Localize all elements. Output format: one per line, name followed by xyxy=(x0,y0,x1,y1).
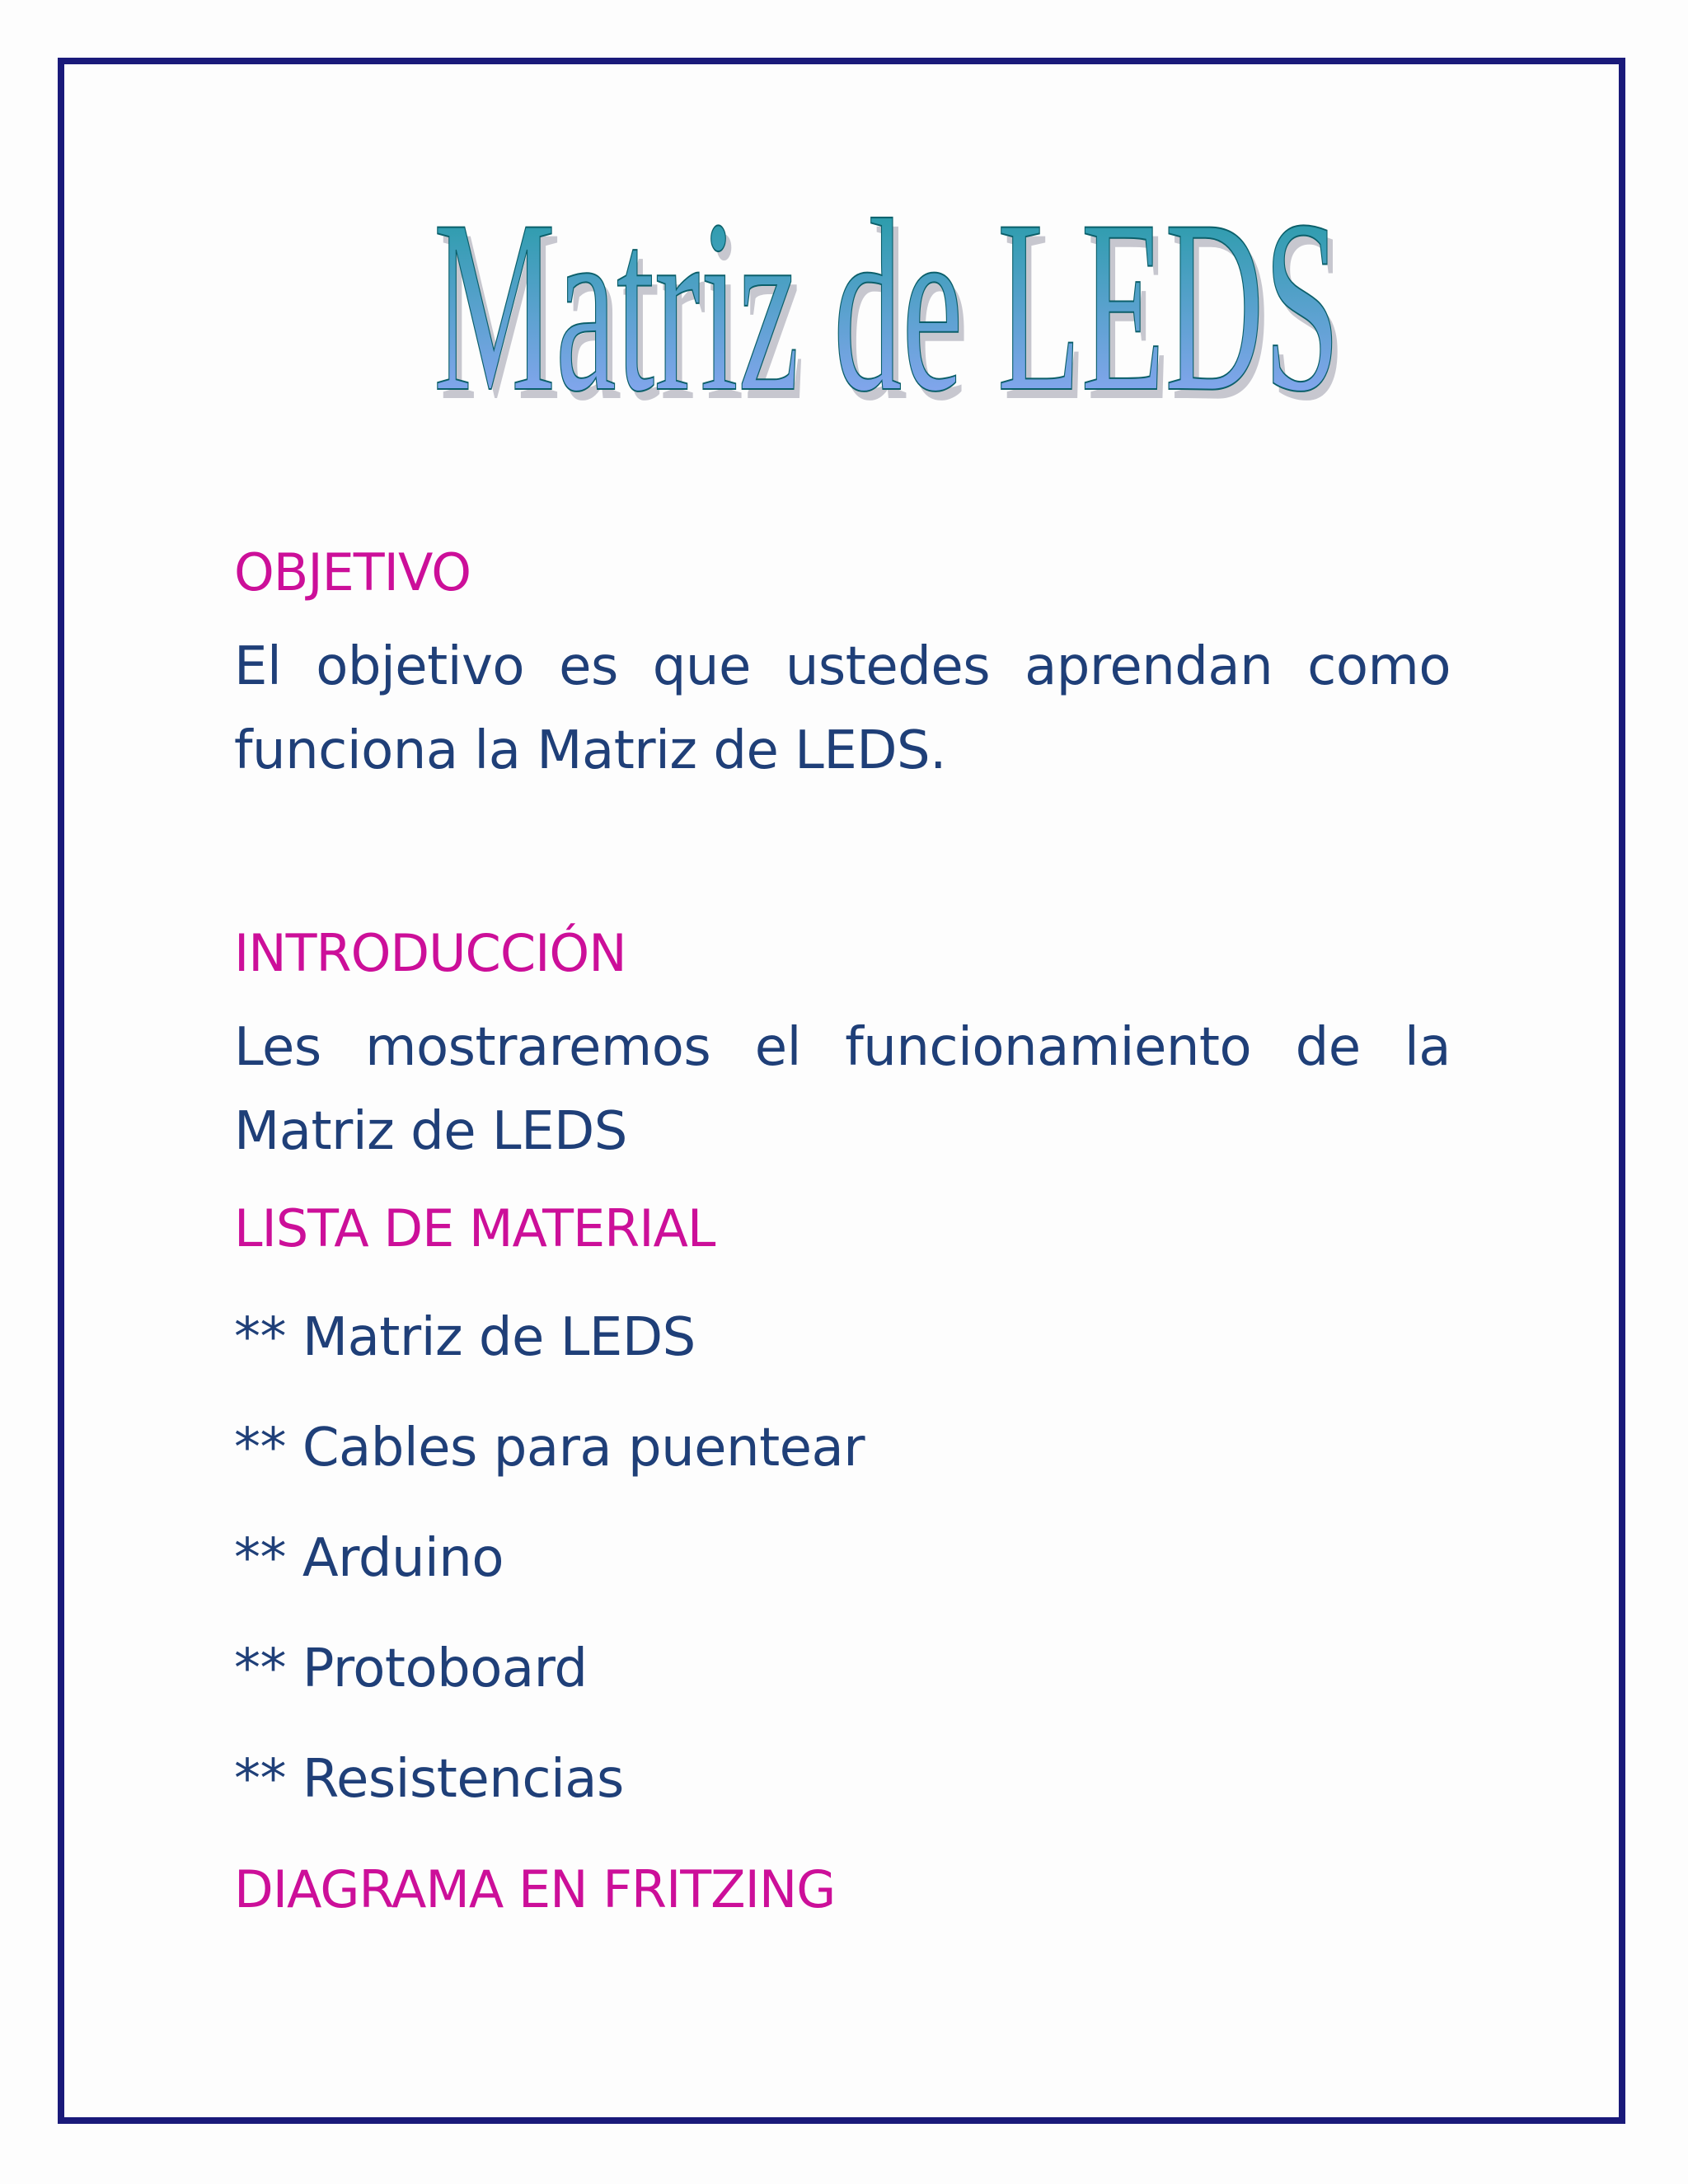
introduccion-text: Les mostraremos el funcionamiento de la Matriz de LEDS xyxy=(234,1017,1451,1162)
material-item: ** Resistencias xyxy=(234,1749,624,1810)
material-item: ** Matriz de LEDS xyxy=(234,1307,696,1368)
heading-objetivo: OBJETIVO xyxy=(234,542,471,602)
heading-diagrama: DIAGRAMA EN FRITZING xyxy=(234,1859,836,1919)
material-item: ** Cables para puentear xyxy=(234,1418,865,1479)
title-shadow: Matriz de LEDS xyxy=(439,178,1346,429)
objetivo-text: El objetivo es que ustedes aprendan como funciona la Matriz de LEDS. xyxy=(234,636,1451,781)
wordart-title xyxy=(412,148,1368,429)
heading-lista-material: LISTA DE MATERIAL xyxy=(234,1198,715,1258)
page-title: Matriz de LEDS xyxy=(434,169,1340,429)
document-content xyxy=(234,536,1451,1927)
material-item: ** Protoboard xyxy=(234,1638,588,1699)
material-item: ** Arduino xyxy=(234,1528,504,1589)
heading-introduccion: INTRODUCCIÓN xyxy=(234,923,626,983)
